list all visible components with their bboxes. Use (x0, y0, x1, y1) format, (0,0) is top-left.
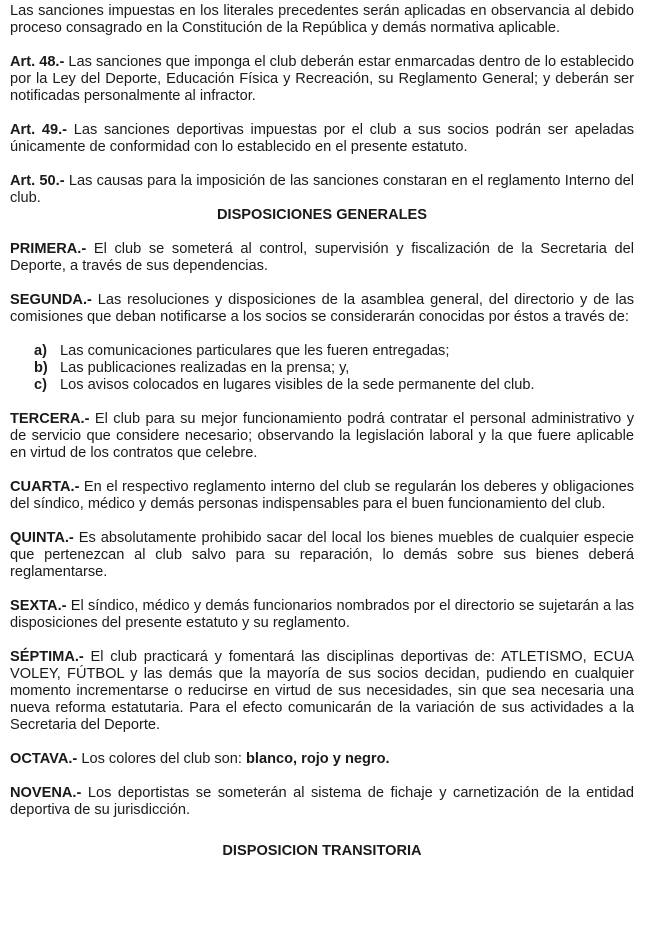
heading-disposicion-transitoria: DISPOSICION TRANSITORIA (222, 843, 422, 859)
disposicion-tercera (10, 411, 634, 462)
article-49-label: Art. 49.- (10, 122, 68, 138)
list-item (34, 343, 634, 360)
cuarta-text: En el respectivo reglamento interno del club se regularán los deberes y obligaciones del síndico, médico y demás personas indispensables para el buen funcionamiento del club. (10, 479, 634, 512)
disposicion-primera (10, 241, 634, 275)
list-item-text: Los avisos colocados en lugares visibles de la sede permanente del club. (60, 377, 535, 393)
disposicion-segunda (10, 292, 634, 326)
intro-paragraph: Las sanciones impuestas en los literales precedentes serán aplicadas en observancia al debido proceso consagrado en la Constitución de la República y demás normativa aplicable. (10, 3, 634, 36)
segunda-label: SEGUNDA.- (10, 292, 92, 308)
septima-label: SÉPTIMA.- (10, 649, 84, 665)
disposicion-sexta (10, 598, 634, 632)
article-50 (10, 173, 634, 207)
primera-label: PRIMERA.- (10, 241, 87, 257)
quinta-text: Es absolutamente prohibido sacar del local los bienes muebles de cualquier especie que pertenezcan al club salvo para su reparación, lo demás sobre sus bienes deberá reglamentarse. (10, 530, 634, 580)
novena-label: NOVENA.- (10, 785, 82, 801)
septima-text: El club practicará y fomentará las disciplinas deportivas de: ATLETISMO, ECUA VOLEY, FÚTBOL y las demás que la mayoría de sus socios decidan, pudiendo en cualquier momento incrementarse o reducirse en virtud de sus necesidades, sin que sea necesaria una nueva reforma estatutaria. Para el efecto comunicarán de la variación de sus actividades a la Secretaria del Deporte. (10, 649, 634, 733)
tercera-label: TERCERA.- (10, 411, 90, 427)
list-marker: c) (34, 377, 47, 393)
octava-label: OCTAVA.- (10, 751, 78, 767)
article-50-text: Las causas para la imposición de las sanciones constaran en el reglamento Interno del club. (10, 173, 634, 206)
article-48-text: Las sanciones que imponga el club deberán estar enmarcadas dentro de lo establecido por la Ley del Deporte, Educación Física y Recreación, su Reglamento General; y deberán ser notificadas personalmente al infractor. (10, 54, 634, 104)
primera-text: El club se someterá al control, supervisión y fiscalización de la Secretaria del Deporte, a través de sus dependencias. (10, 241, 634, 274)
segunda-text: Las resoluciones y disposiciones de la asamblea general, del directorio y de las comisiones que deban notificarse a los socios se considerarán conocidas por éstos a través de: (10, 292, 634, 325)
document-page (10, 3, 634, 860)
disposicion-novena (10, 785, 634, 819)
octava-text: Los colores del club son: (77, 751, 247, 767)
list-item (34, 377, 634, 394)
club-colors: blanco, rojo y negro. (246, 751, 390, 767)
disposicion-cuarta (10, 479, 634, 513)
sexta-text: El síndico, médico y demás funcionarios nombrados por el directorio se sujetarán a las disposiciones del presente estatuto y su reglamento. (10, 598, 634, 631)
article-48-label: Art. 48.- (10, 54, 65, 70)
article-48 (10, 54, 634, 105)
list-item (34, 360, 634, 377)
article-49-text: Las sanciones deportivas impuestas por el club a sus socios podrán ser apeladas únicamente de conformidad con lo establecido en el presente estatuto. (10, 122, 634, 155)
disposicion-septima (10, 649, 634, 734)
disposicion-octava (10, 751, 634, 768)
quinta-label: QUINTA.- (10, 530, 74, 546)
cuarta-label: CUARTA.- (10, 479, 80, 495)
article-50-label: Art. 50.- (10, 173, 65, 189)
novena-text: Los deportistas se someterán al sistema de fichaje y carnetización de la entidad deportiva de su jurisdicción. (10, 785, 634, 818)
list-marker: b) (34, 360, 48, 376)
segunda-list (10, 343, 634, 394)
list-marker: a) (34, 343, 47, 359)
sexta-label: SEXTA.- (10, 598, 67, 614)
list-item-text: Las comunicaciones particulares que les fueren entregadas; (60, 343, 450, 359)
heading-disposiciones-generales: DISPOSICIONES GENERALES (216, 207, 428, 223)
list-item-text: Las publicaciones realizadas en la prensa; y, (60, 360, 350, 376)
disposicion-quinta (10, 530, 634, 581)
article-49 (10, 122, 634, 156)
tercera-text: El club para su mejor funcionamiento podrá contratar el personal administrativo y de servicio que considere necesario; observando la legislación laboral y la que fuere aplicable en virtud de los contratos que celebre. (10, 411, 634, 461)
